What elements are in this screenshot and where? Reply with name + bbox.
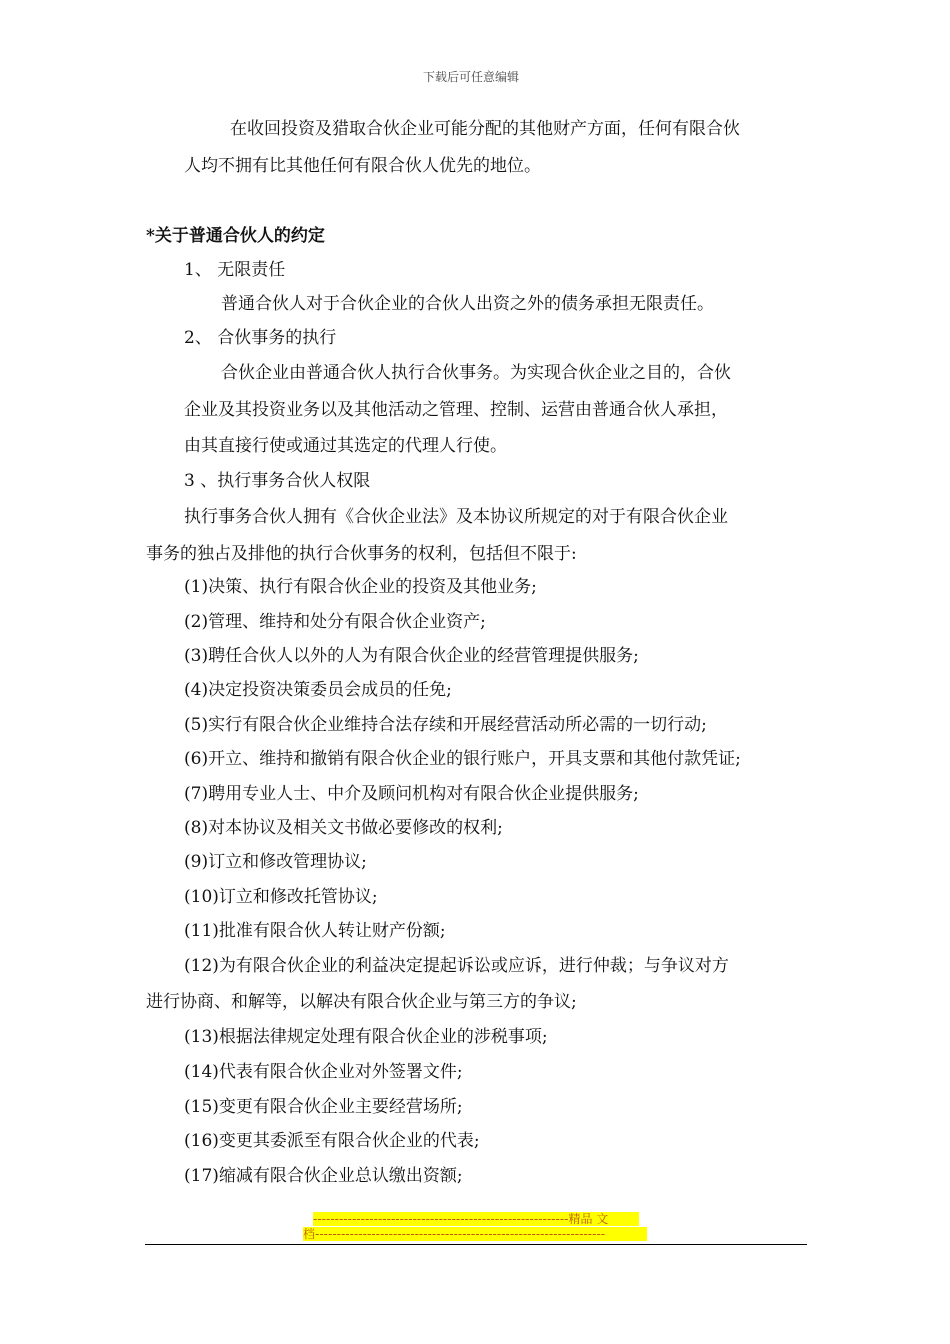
- list-item: (16)变更其委派至有限合伙企业的代表;: [184, 1131, 480, 1151]
- list-item: 进行协商、和解等，以解决有限合伙企业与第三方的争议;: [146, 992, 577, 1012]
- paragraph-line: 人均不拥有比其他任何有限合伙人优先的地位。: [184, 156, 541, 176]
- item-text: 企业及其投资业务以及其他活动之管理、控制、运营由普通合伙人承担，: [184, 400, 728, 420]
- list-item: (9)订立和修改管理协议;: [184, 852, 367, 872]
- item-title: 2、 合伙事务的执行: [184, 328, 337, 348]
- list-item: (17)缩减有限合伙企业总认缴出资额;: [184, 1166, 463, 1186]
- list-item: (7)聘用专业人士、中介及顾问机构对有限合伙企业提供服务;: [184, 784, 639, 804]
- item-text: 执行事务合伙人拥有《合伙企业法》及本协议所规定的对于有限合伙企业: [184, 507, 728, 527]
- item-text: 合伙企业由普通合伙人执行合伙事务。为实现合伙企业之目的，合伙: [221, 363, 731, 383]
- list-item: (2)管理、维持和处分有限合伙企业资产;: [184, 612, 486, 632]
- paragraph-line: 在收回投资及猎取合伙企业可能分配的其他财产方面，任何有限合伙: [230, 119, 740, 139]
- footer-mark-line2: 档-------------------------------------------------------------------: [303, 1227, 647, 1241]
- list-item: (12)为有限合伙企业的利益决定提起诉讼或应诉，进行仲裁；与争议对方: [184, 956, 729, 976]
- list-item: (14)代表有限合伙企业对外签署文件;: [184, 1062, 463, 1082]
- item-text: 事务的独占及排他的执行合伙事务的权利，包括但不限于:: [146, 544, 577, 564]
- list-item: (11)批准有限合伙人转让财产份额;: [184, 921, 446, 941]
- footer-mark-line1: -----------------------------------------------------------精品 文: [313, 1212, 639, 1226]
- list-item: (1)决策、执行有限合伙企业的投资及其他业务;: [184, 577, 537, 597]
- item-title: 3 、执行事务合伙人权限: [184, 471, 371, 491]
- list-item: (15)变更有限合伙企业主要经营场所;: [184, 1097, 463, 1117]
- list-item: (6)开立、维持和撤销有限合伙企业的银行账户，开具支票和其他付款凭证;: [184, 749, 741, 769]
- list-item: (3)聘任合伙人以外的人为有限合伙企业的经营管理提供服务;: [184, 646, 639, 666]
- item-title: 1、 无限责任: [184, 260, 286, 280]
- footer-rule: [145, 1244, 807, 1245]
- item-text: 由其直接行使或通过其选定的代理人行使。: [184, 436, 507, 456]
- list-item: (4)决定投资决策委员会成员的任免;: [184, 680, 452, 700]
- section-title: *关于普通合伙人的约定: [146, 226, 325, 246]
- item-text: 普通合伙人对于合伙企业的合伙人出资之外的债务承担无限责任。: [221, 294, 714, 314]
- list-item: (8)对本协议及相关文书做必要修改的权利;: [184, 818, 503, 838]
- list-item: (10)订立和修改托管协议;: [184, 887, 378, 907]
- list-item: (5)实行有限合伙企业维持合法存续和开展经营活动所必需的一切行动;: [184, 715, 707, 735]
- list-item: (13)根据法律规定处理有限合伙企业的涉税事项;: [184, 1027, 548, 1047]
- page-header: 下载后可任意编辑: [423, 70, 520, 84]
